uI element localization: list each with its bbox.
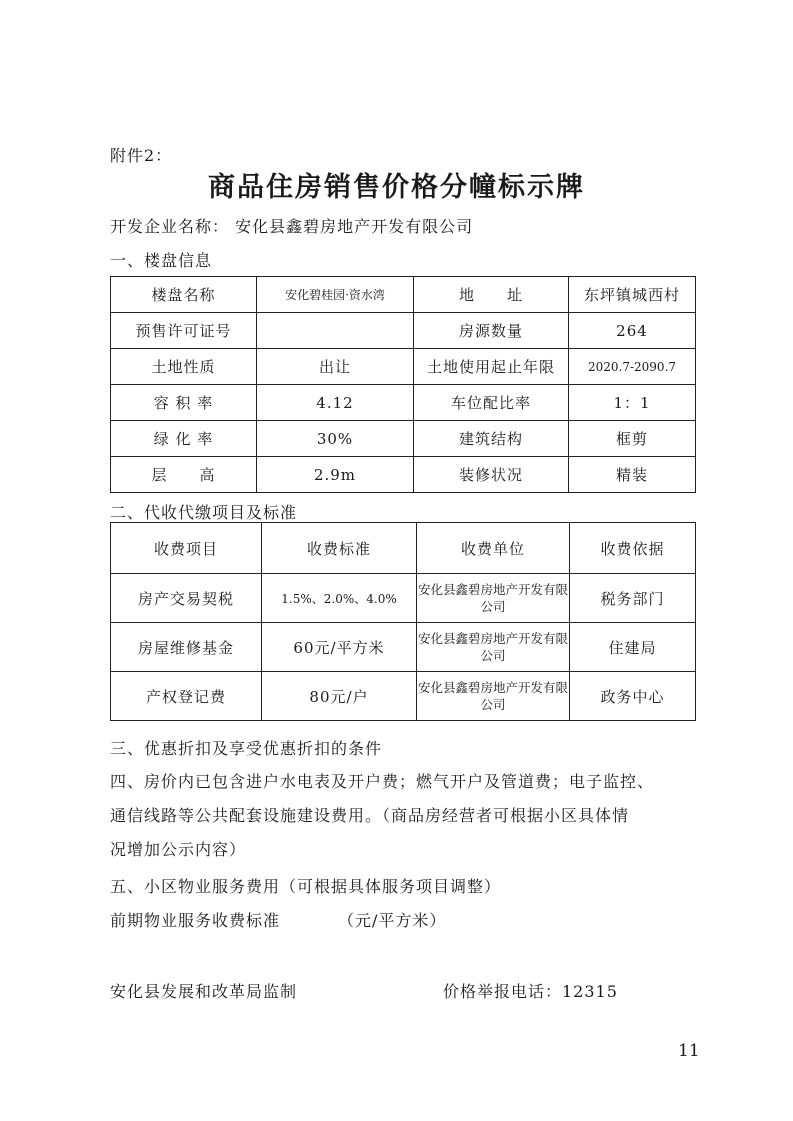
attachment-label: 附件2： <box>110 146 173 165</box>
section3-heading: 三、优惠折扣及享受优惠折扣的条件 <box>110 739 383 758</box>
table-cell: 车位配比率 <box>414 385 569 421</box>
table-header-cell: 收费标准 <box>262 523 417 574</box>
table-cell: 建筑结构 <box>414 421 569 457</box>
table-cell: 安化碧桂园·资水湾 <box>257 277 414 313</box>
hotline: 价格举报电话：12315 <box>443 982 618 1001</box>
table-header-cell: 收费项目 <box>111 523 262 574</box>
table-row <box>111 421 696 457</box>
table-cell: 安化县鑫碧房地产开发有限公司 <box>417 623 570 672</box>
table-cell: 楼盘名称 <box>111 277 257 313</box>
table-cell: 4.12 <box>257 385 414 421</box>
table-cell: 80元/户 <box>262 672 417 721</box>
page-title: 商品住房销售价格分幢标示牌 <box>208 172 585 203</box>
fee-table <box>110 522 696 721</box>
section4-line: 通信线路等公共配套设施建设费用。（商品房经营者可根据小区具体情 <box>110 806 630 825</box>
section1-heading: 一、楼盘信息 <box>110 251 213 270</box>
table-row <box>111 623 696 672</box>
table-cell: 预售许可证号 <box>111 313 257 349</box>
table-cell: 住建局 <box>570 623 696 672</box>
table-cell: 地 址 <box>414 277 569 313</box>
table-cell: 土地性质 <box>111 349 257 385</box>
table-cell: 房产交易契税 <box>111 574 262 623</box>
property-fee-unit: （元/平方米） <box>338 911 447 930</box>
table-cell: 2020.7-2090.7 <box>569 349 696 385</box>
page-number: 11 <box>678 1041 700 1061</box>
table-row <box>111 349 696 385</box>
table-cell: 土地使用起止年限 <box>414 349 569 385</box>
table-cell: 30% <box>257 421 414 457</box>
table-cell: 60元/平方米 <box>262 623 417 672</box>
table-cell: 政务中心 <box>570 672 696 721</box>
table-header-row <box>111 523 696 574</box>
table-cell: 出让 <box>257 349 414 385</box>
table-row <box>111 385 696 421</box>
developer-line: 开发企业名称： 安化县鑫碧房地产开发有限公司 <box>110 217 474 236</box>
table-cell: 层 高 <box>111 457 257 493</box>
section4-line: 况增加公示内容） <box>110 840 247 859</box>
table-cell <box>257 313 414 349</box>
section2-heading: 二、代收代缴项目及标准 <box>110 503 298 522</box>
section5-heading: 五、小区物业服务费用（可根据具体服务项目调整） <box>110 877 502 896</box>
table-cell: 精装 <box>569 457 696 493</box>
table-cell: 安化县鑫碧房地产开发有限公司 <box>417 574 570 623</box>
table-cell: 264 <box>569 313 696 349</box>
table-row <box>111 672 696 721</box>
table-cell: 装修状况 <box>414 457 569 493</box>
table-row <box>111 457 696 493</box>
table-cell: 东坪镇城西村 <box>569 277 696 313</box>
table-cell: 2.9m <box>257 457 414 493</box>
table-row <box>111 313 696 349</box>
table-cell: 产权登记费 <box>111 672 262 721</box>
table-row <box>111 574 696 623</box>
table-cell: 容 积 率 <box>111 385 257 421</box>
table-cell: 税务部门 <box>570 574 696 623</box>
supervisor: 安化县发展和改革局监制 <box>110 982 298 1001</box>
table-cell: 1：1 <box>569 385 696 421</box>
section4-line: 四、房价内已包含进户水电表及开户费；燃气开户及管道费；电子监控、 <box>110 772 655 791</box>
table-header-cell: 收费单位 <box>417 523 570 574</box>
table-header-cell: 收费依据 <box>570 523 696 574</box>
table-cell: 框剪 <box>569 421 696 457</box>
table-cell: 房屋维修基金 <box>111 623 262 672</box>
table-cell: 绿 化 率 <box>111 421 257 457</box>
property-fee-label: 前期物业服务收费标准 <box>110 911 281 930</box>
table-row <box>111 277 696 313</box>
table-cell: 房源数量 <box>414 313 569 349</box>
property-info-table <box>110 276 696 493</box>
table-cell: 1.5%、2.0%、4.0% <box>262 574 417 623</box>
table-cell: 安化县鑫碧房地产开发有限公司 <box>417 672 570 721</box>
